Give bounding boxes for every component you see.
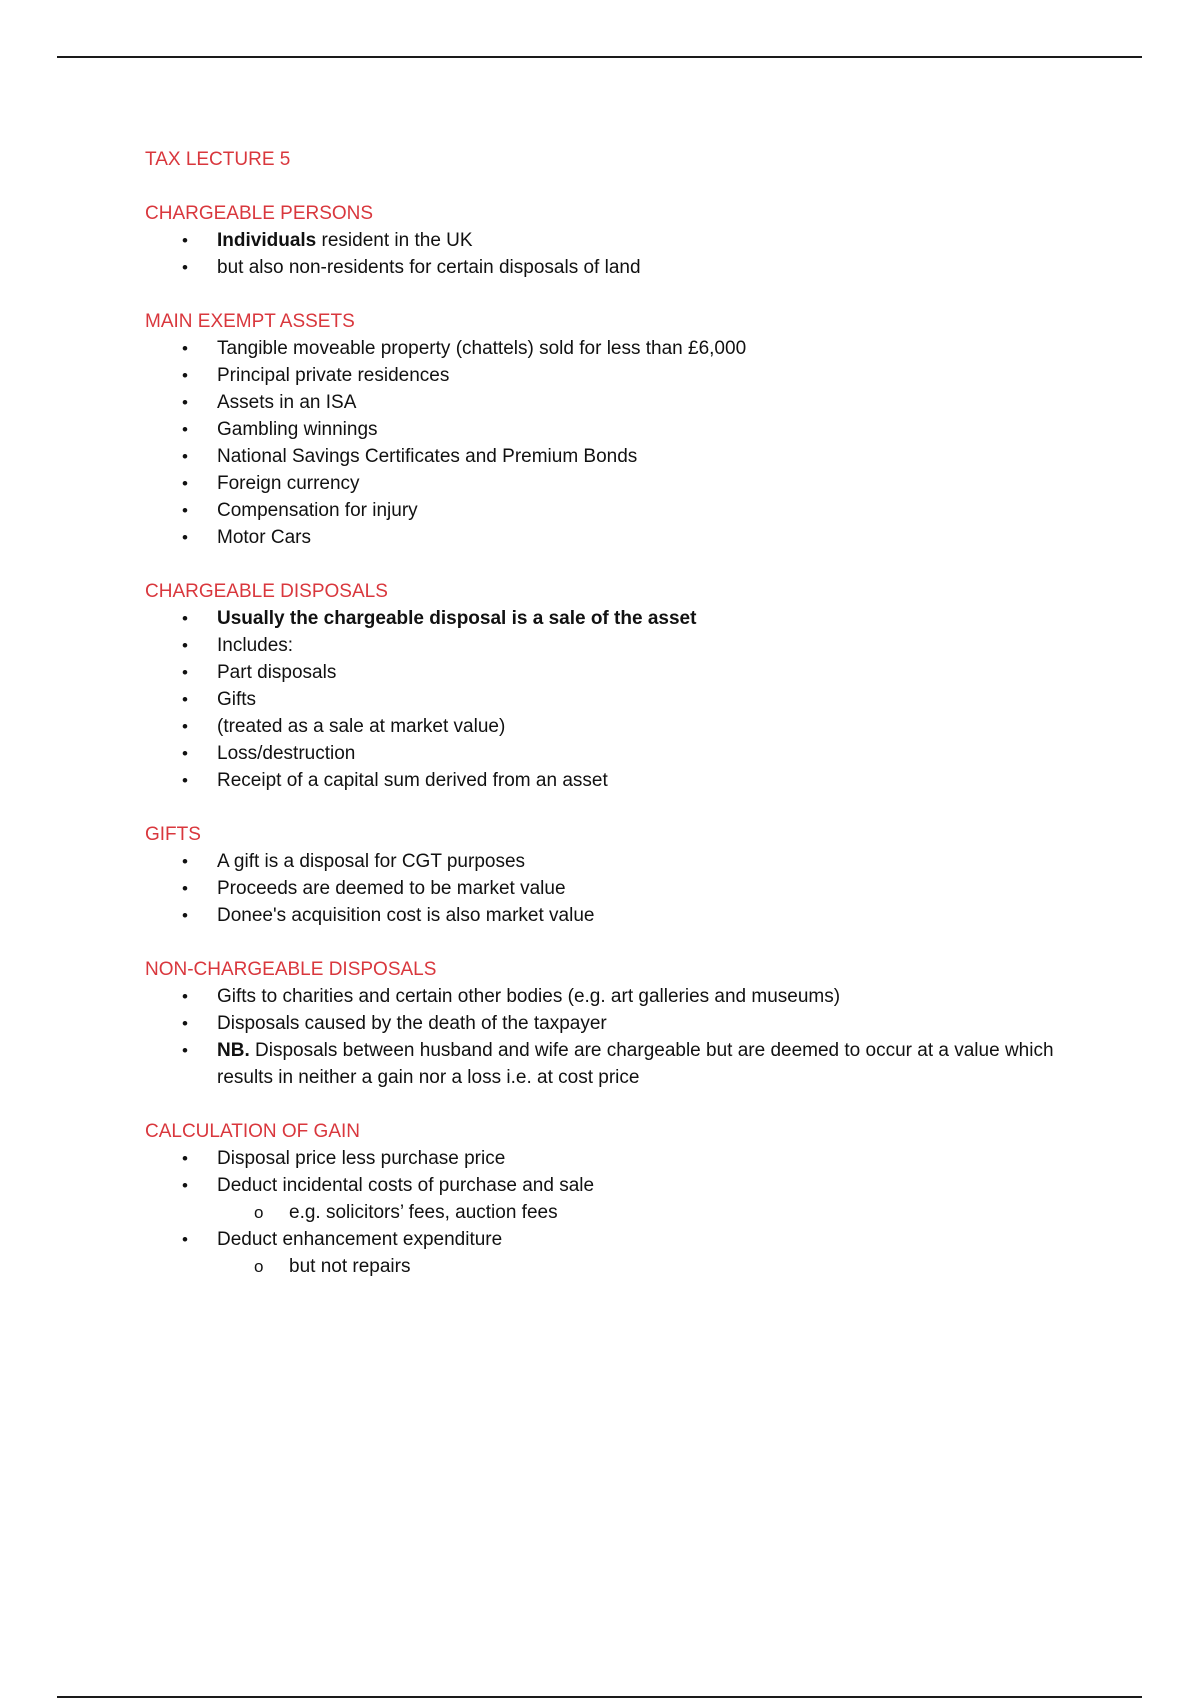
list-item-text: (treated as a sale at market value) [217, 716, 506, 737]
list-item [145, 740, 1105, 767]
section-heading: CALCULATION OF GAIN [145, 1121, 361, 1142]
list-item [145, 1145, 1105, 1172]
bullet-icon: • [182, 474, 188, 493]
bullet-icon: • [182, 771, 188, 790]
list-item [145, 983, 1105, 1010]
list-item-lead: NB. [217, 1040, 250, 1061]
bullet-list [145, 335, 1105, 551]
list-item [145, 848, 1105, 875]
list-item-text: Disposals caused by the death of the taxpayer [217, 1013, 607, 1034]
list-item [145, 362, 1105, 389]
sub-bullet-list [217, 1253, 1105, 1280]
list-item-text: Includes: [217, 635, 294, 656]
section-heading: CHARGEABLE DISPOSALS [145, 581, 388, 602]
bullet-icon: • [182, 231, 188, 250]
list-item [145, 416, 1105, 443]
header-rule [57, 56, 1142, 58]
list-item [145, 632, 1105, 659]
list-item-text: Disposal price less purchase price [217, 1148, 506, 1169]
footer-rule [57, 1696, 1142, 1698]
bullet-icon: • [182, 528, 188, 547]
list-item [145, 524, 1105, 551]
bullet-list [145, 848, 1105, 929]
bullet-icon: • [182, 609, 188, 628]
list-item-lead: Usually the chargeable disposal is a sale of the asset [217, 608, 697, 629]
sub-list-item-text: but not repairs [289, 1256, 411, 1277]
section-heading: GIFTS [145, 824, 201, 845]
list-item [145, 1037, 1105, 1091]
list-item-text: Principal private residences [217, 365, 450, 386]
list-item [145, 686, 1105, 713]
list-item [145, 659, 1105, 686]
bullet-icon: • [182, 1176, 188, 1195]
bullet-icon: • [182, 879, 188, 898]
sections-container [145, 200, 1105, 1280]
list-item-text: Loss/destruction [217, 743, 356, 764]
bullet-icon: • [182, 447, 188, 466]
list-item-text: Gifts [217, 689, 257, 710]
list-item-text: Disposals between husband and wife are chargeable but are deemed to occur at a value which results in neither a gain nor a loss i.e. at cost price [217, 1040, 1054, 1088]
bullet-icon: • [182, 501, 188, 520]
bullet-icon: • [182, 258, 188, 277]
list-item-text: Gambling winnings [217, 419, 378, 440]
section-calculation-of-gain [145, 1118, 1105, 1280]
sub-bullet-icon: o [254, 1203, 264, 1222]
list-item-text: Compensation for injury [217, 500, 418, 521]
bullet-icon: • [182, 852, 188, 871]
bullet-icon: • [182, 636, 188, 655]
list-item [145, 605, 1105, 632]
sub-list-item [217, 1253, 1105, 1280]
list-item [145, 1010, 1105, 1037]
bullet-icon: • [182, 744, 188, 763]
list-item [145, 389, 1105, 416]
section-chargeable-persons [145, 200, 1105, 281]
list-item-text: Proceeds are deemed to be market value [217, 878, 566, 899]
list-item [145, 875, 1105, 902]
list-item-text: Deduct enhancement expenditure [217, 1229, 503, 1250]
list-item [145, 470, 1105, 497]
section-gifts [145, 821, 1105, 929]
list-item-text: Receipt of a capital sum derived from an asset [217, 770, 608, 791]
list-item-text: National Savings Certificates and Premium Bonds [217, 446, 638, 467]
list-item [145, 227, 1105, 254]
bullet-icon: • [182, 663, 188, 682]
list-item-text: Deduct incidental costs of purchase and sale [217, 1175, 595, 1196]
bullet-list [145, 605, 1105, 794]
bullet-icon: • [182, 717, 188, 736]
bullet-icon: • [182, 1230, 188, 1249]
list-item-text: Part disposals [217, 662, 337, 683]
sub-bullet-list [217, 1199, 1105, 1226]
list-item-text: Assets in an ISA [217, 392, 357, 413]
list-item [145, 713, 1105, 740]
bullet-list [145, 983, 1105, 1091]
list-item-text: Tangible moveable property (chattels) sold for less than £6,000 [217, 338, 747, 359]
list-item-text: Donee's acquisition cost is also market value [217, 905, 595, 926]
list-item [145, 443, 1105, 470]
section-chargeable-disposals [145, 578, 1105, 794]
list-item-text: Gifts to charities and certain other bodies (e.g. art galleries and museums) [217, 986, 841, 1007]
bullet-icon: • [182, 339, 188, 358]
bullet-icon: • [182, 1014, 188, 1033]
list-item-text: Foreign currency [217, 473, 360, 494]
bullet-icon: • [182, 366, 188, 385]
bullet-icon: • [182, 393, 188, 412]
sub-list-item [217, 1199, 1105, 1226]
sub-bullet-icon: o [254, 1257, 264, 1276]
bullet-icon: • [182, 420, 188, 439]
section-non-chargeable-disposals [145, 956, 1105, 1091]
list-item-text: A gift is a disposal for CGT purposes [217, 851, 526, 872]
bullet-icon: • [182, 906, 188, 925]
bullet-list [145, 1145, 1105, 1280]
bullet-icon: • [182, 1149, 188, 1168]
section-main-exempt-assets [145, 308, 1105, 551]
section-heading: NON-CHARGEABLE DISPOSALS [145, 959, 437, 980]
list-item [145, 902, 1105, 929]
document-title: TAX LECTURE 5 [145, 149, 291, 170]
bullet-icon: • [182, 987, 188, 1006]
section-heading: MAIN EXEMPT ASSETS [145, 311, 355, 332]
document-body [145, 146, 1105, 1307]
bullet-icon: • [182, 690, 188, 709]
list-item [145, 1226, 1105, 1280]
list-item [145, 254, 1105, 281]
list-item [145, 767, 1105, 794]
bullet-icon: • [182, 1041, 188, 1060]
list-item-lead: Individuals [217, 230, 317, 251]
section-heading: CHARGEABLE PERSONS [145, 203, 374, 224]
list-item-text: resident in the UK [316, 230, 473, 251]
list-item-text: Motor Cars [217, 527, 311, 548]
list-item-text: but also non-residents for certain disposals of land [217, 257, 641, 278]
sub-list-item-text: e.g. solicitors’ fees, auction fees [289, 1202, 558, 1223]
list-item [145, 497, 1105, 524]
list-item [145, 335, 1105, 362]
list-item [145, 1172, 1105, 1226]
bullet-list [145, 227, 1105, 281]
